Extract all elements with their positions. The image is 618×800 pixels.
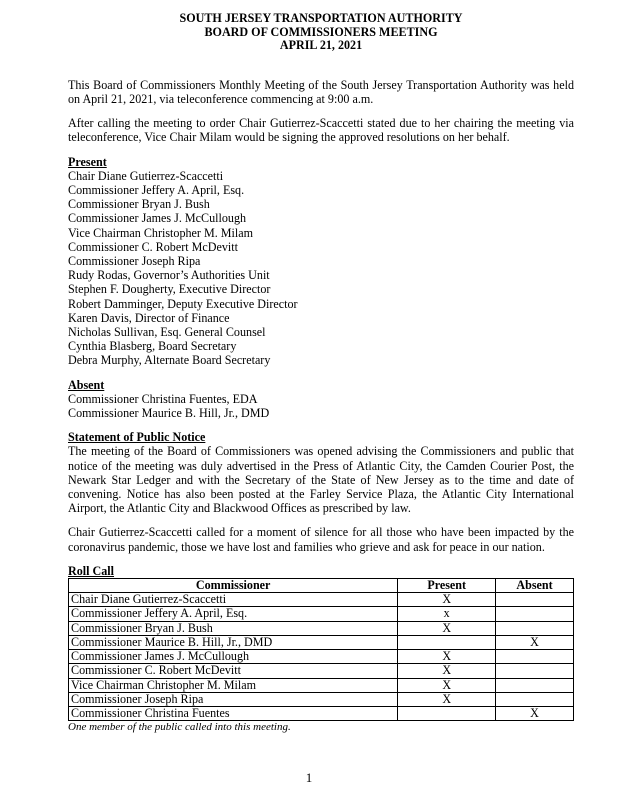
commissioner-cell: Vice Chairman Christopher M. Milam: [69, 678, 398, 692]
intro-paragraph-1: This Board of Commissioners Monthly Meeting of the South Jersey Transportation Authority was held on April 21, 2021, via teleconference commencing at 9:00 a.m.: [68, 77, 574, 106]
absent-name: Commissioner Maurice B. Hill, Jr., DMD: [68, 406, 270, 421]
absent-section: [68, 378, 574, 421]
present-name: Nicholas Sullivan, Esq. General Counsel: [68, 325, 266, 340]
notice-paragraph: The meeting of the Board of Commissioners was opened advising the Commissioners and public that notice of the meeting was duly advertised in the Press of Atlantic City, the Camden Courier Post, the Newark Star Ledger and with the Secretary of the State of New Jersey as to the time and date of convening. Notice has also been posted at the Farley Service Plaza, the Atlantic City International Airport, the Atlantic City and Blackwood Offices as prescribed by law.: [68, 444, 574, 516]
absent-cell: [496, 593, 574, 607]
commissioner-cell: Commissioner Christina Fuentes: [69, 706, 398, 720]
present-name: Debra Murphy, Alternate Board Secretary: [68, 353, 271, 368]
absent-cell: X: [496, 635, 574, 649]
roll-call-heading: Roll Call: [68, 563, 115, 578]
present-name: Vice Chairman Christopher M. Milam: [68, 225, 254, 240]
present-name: Chair Diane Gutierrez-Scaccetti: [68, 168, 224, 183]
present-name: Robert Damminger, Deputy Executive Director: [68, 296, 298, 311]
present-heading: Present: [68, 154, 107, 169]
present-name: Commissioner James J. McCullough: [68, 211, 247, 226]
present-name: Commissioner Jeffery A. April, Esq.: [68, 183, 245, 197]
present-cell: X: [398, 678, 496, 692]
present-name: Cynthia Blasberg, Board Secretary: [68, 339, 237, 354]
present-cell: X: [398, 650, 496, 664]
roll-call-table: [68, 578, 574, 721]
present-section: [68, 155, 574, 368]
table-row: [69, 664, 574, 678]
present-name: Commissioner C. Robert McDevitt: [68, 239, 238, 254]
absent-cell: [496, 607, 574, 621]
absent-heading: Absent: [68, 377, 105, 392]
present-name: Rudy Rodas, Governor’s Authorities Unit: [68, 268, 270, 283]
meeting-title: BOARD OF COMMISSIONERS MEETING: [204, 24, 438, 39]
absent-cell: [496, 650, 574, 664]
table-row: [69, 635, 574, 649]
document-header: [68, 12, 574, 53]
table-header-row: [69, 579, 574, 593]
column-header-present: Present: [398, 579, 496, 593]
present-name: Karen Davis, Director of Finance: [68, 310, 230, 325]
table-row: [69, 692, 574, 706]
present-cell: x: [398, 607, 496, 621]
commissioner-cell: Chair Diane Gutierrez-Scaccetti: [69, 593, 398, 607]
absent-cell: [496, 692, 574, 706]
present-name: Commissioner Joseph Ripa: [68, 254, 201, 269]
column-header-commissioner: Commissioner: [69, 579, 398, 593]
present-cell: X: [398, 692, 496, 706]
commissioner-cell: Commissioner C. Robert McDevitt: [69, 664, 398, 678]
present-cell: X: [398, 664, 496, 678]
commissioner-cell: Commissioner Joseph Ripa: [69, 692, 398, 706]
absent-cell: [496, 621, 574, 635]
commissioner-cell: Commissioner James J. McCullough: [69, 650, 398, 664]
roll-call-section: [68, 564, 574, 734]
absent-cell: X: [496, 706, 574, 720]
notice-section: [68, 430, 574, 554]
table-row: [69, 621, 574, 635]
table-row: [69, 650, 574, 664]
absent-name: Commissioner Christina Fuentes, EDA: [68, 391, 258, 406]
table-row: [69, 607, 574, 621]
present-cell: [398, 706, 496, 720]
table-row: [69, 678, 574, 692]
present-cell: X: [398, 593, 496, 607]
commissioner-cell: Commissioner Bryan J. Bush: [69, 621, 398, 635]
column-header-absent: Absent: [496, 579, 574, 593]
commissioner-cell: Commissioner Maurice B. Hill, Jr., DMD: [69, 635, 398, 649]
public-call-note: One member of the public called into this meeting.: [68, 721, 291, 734]
meeting-date: APRIL 21, 2021: [279, 38, 363, 53]
org-title: SOUTH JERSEY TRANSPORTATION AUTHORITY: [179, 11, 463, 25]
absent-cell: [496, 678, 574, 692]
intro-paragraph-2: After calling the meeting to order Chair Gutierrez-Scaccetti stated due to her chairing the meeting via teleconference, Vice Chair Milam would be signing the approved resolutions on her behalf.: [68, 116, 574, 145]
absent-cell: [496, 664, 574, 678]
table-row: [69, 706, 574, 720]
page-number: 1: [305, 770, 313, 785]
document-page: [68, 12, 574, 734]
present-cell: X: [398, 621, 496, 635]
table-row: [69, 593, 574, 607]
present-cell: [398, 635, 496, 649]
commissioner-cell: Commissioner Jeffery A. April, Esq.: [69, 607, 398, 621]
silence-paragraph: Chair Gutierrez-Scaccetti called for a moment of silence for all those who have been impacted by the coronavirus pandemic, those we have lost and families who grieve and ask for peace in our nation.: [68, 525, 574, 554]
present-name: Stephen F. Dougherty, Executive Director: [68, 282, 271, 297]
present-name: Commissioner Bryan J. Bush: [68, 197, 210, 212]
notice-heading: Statement of Public Notice: [68, 430, 206, 445]
